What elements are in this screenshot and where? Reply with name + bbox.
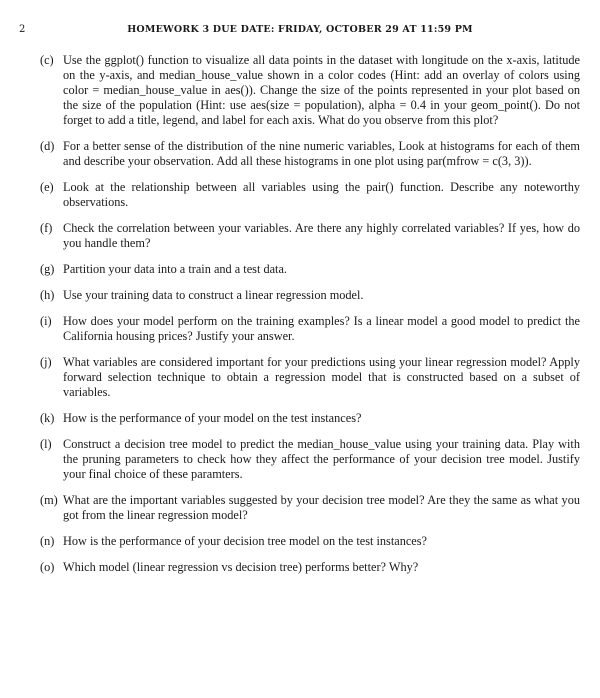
question-label: (c) (40, 53, 54, 67)
question-l (40, 437, 580, 482)
question-text: How is the performance of your decision tree model on the test instances? (63, 534, 428, 548)
question-text: How is the performance of your model on the test instances? (63, 411, 362, 425)
question-c (40, 53, 580, 128)
question-text: Partition your data into a train and a test data. (63, 262, 288, 276)
question-o (40, 560, 580, 575)
question-j (40, 355, 580, 400)
question-g (40, 262, 580, 277)
question-text: Which model (linear regression vs decision tree) performs better? Why? (63, 560, 419, 574)
question-label: (l) (40, 437, 52, 451)
question-d (40, 139, 580, 169)
question-text: Use your training data to construct a linear regression model. (63, 288, 364, 302)
question-text: How does your model perform on the training examples? Is a linear model a good model to predict the California housing prices? Justify your answer. (63, 314, 580, 343)
question-text: For a better sense of the distribution of the nine numeric variables, Look at histograms for each of them and describe your observation. Add all these histograms in one plot using par(mfrow = c(3, 3)). (63, 139, 580, 168)
question-m (40, 493, 580, 523)
running-header: HOMEWORK 3 DUE DATE: FRIDAY, OCTOBER 29 AT 11:59 PM (127, 24, 473, 35)
question-label: (o) (40, 560, 55, 574)
question-f (40, 221, 580, 251)
question-list (40, 53, 580, 586)
question-label: (m) (40, 493, 58, 507)
question-i (40, 314, 580, 344)
question-k (40, 411, 580, 426)
question-label: (h) (40, 288, 55, 302)
question-label: (g) (40, 262, 55, 276)
question-text: What variables are considered important for your predictions using your linear regression model? Apply forward selection technique to obtain a regression model that is constructed based on a subset of variables. (63, 355, 580, 399)
question-text: What are the important variables suggested by your decision tree model? Are they the same as what you got from the linear regression model? (63, 493, 580, 522)
question-h (40, 288, 580, 303)
page-number: 2 (19, 24, 26, 35)
question-text: Use the ggplot() function to visualize all data points in the dataset with longitude on the x-axis, latitude on the y-axis, and median_house_value shown in a color codes (Hint: add an overlay of colors using color = median_house_value in aes()). Change the size of the points represented in your plot based on the size of the population (Hint: use aes(size = population), alpha = 0.4 in your geom_point(). Do not forget to add a title, legend, and label for each axis. What do you observe from this plot? (63, 53, 580, 127)
question-label: (n) (40, 534, 55, 548)
question-text: Check the correlation between your variables. Are there any highly correlated variables? If yes, how do you handle them? (63, 221, 580, 250)
question-label: (j) (40, 355, 52, 369)
question-label: (d) (40, 139, 55, 153)
question-label: (f) (40, 221, 53, 235)
question-label: (e) (40, 180, 54, 194)
question-text: Look at the relationship between all variables using the pair() function. Describe any noteworthy observations. (63, 180, 580, 209)
question-n (40, 534, 580, 549)
question-text: Construct a decision tree model to predict the median_house_value using your training data. Play with the pruning parameters to check how they affect the performance of your decision tree model. Justify your final choice of these paramters. (63, 437, 580, 481)
question-e (40, 180, 580, 210)
question-label: (k) (40, 411, 55, 425)
question-label: (i) (40, 314, 52, 328)
